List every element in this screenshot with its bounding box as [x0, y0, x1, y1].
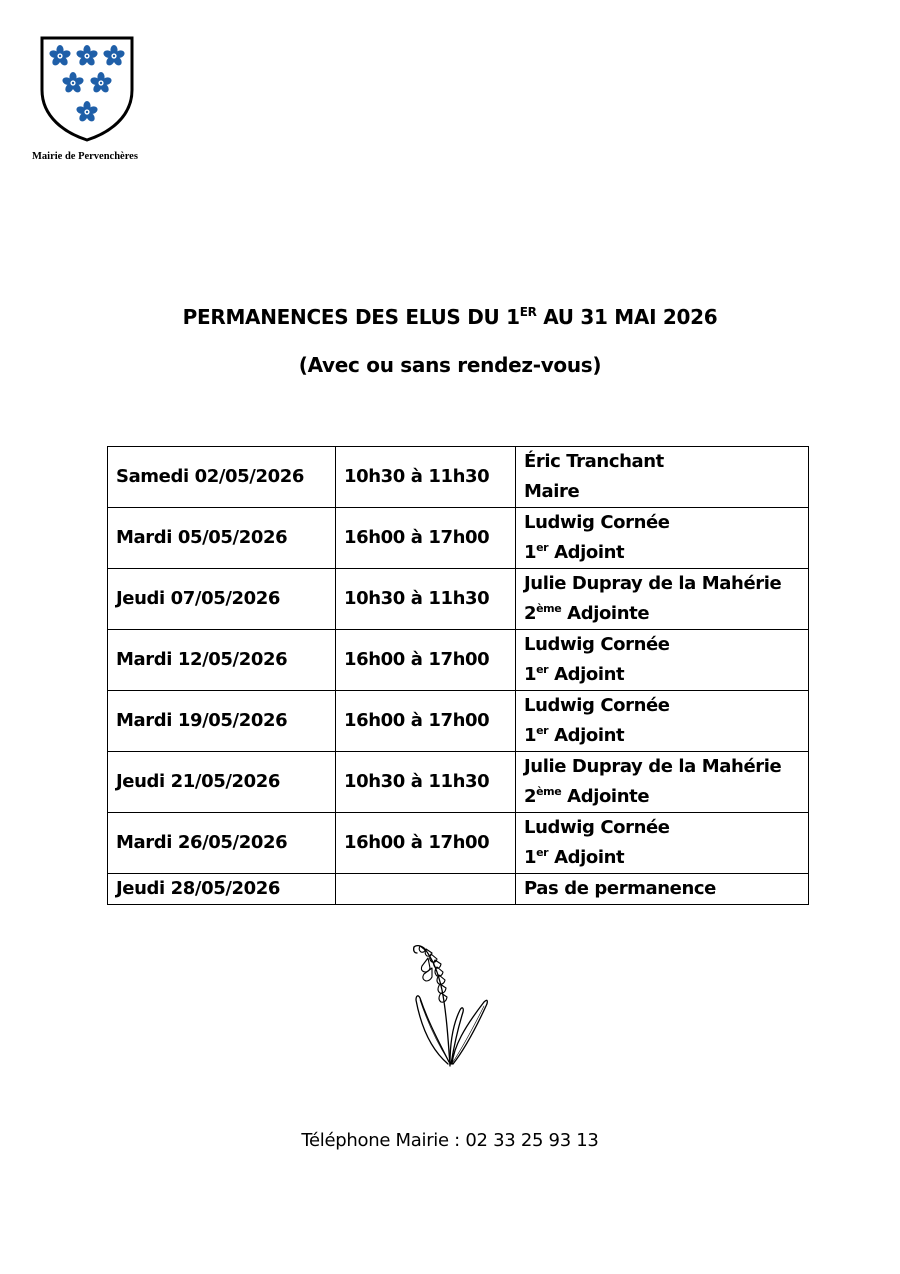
phone-number[interactable]: 02 33 25 93 13: [465, 1130, 599, 1151]
time-cell: 16h00 à 17h00: [336, 691, 516, 752]
role-title: Adjoint: [548, 664, 625, 685]
role-title: Maire: [524, 481, 580, 502]
role-number: 2: [524, 786, 537, 807]
date-cell: Mardi 19/05/2026: [108, 691, 336, 752]
person-name: Julie Dupray de la Mahérie: [524, 756, 782, 777]
date-cell: Mardi 12/05/2026: [108, 630, 336, 691]
role-superscript: ème: [536, 785, 562, 798]
person-cell: [516, 813, 809, 874]
date-cell: Mardi 26/05/2026: [108, 813, 336, 874]
person-role: [524, 843, 800, 873]
table-row: [108, 691, 809, 752]
time-cell: 16h00 à 17h00: [336, 630, 516, 691]
person-cell: [516, 752, 809, 813]
phone-label: Téléphone Mairie :: [301, 1130, 466, 1151]
person-cell: [516, 691, 809, 752]
role-title: Adjointe: [561, 786, 650, 807]
role-superscript: er: [536, 846, 549, 859]
time-cell: 10h30 à 11h30: [336, 569, 516, 630]
title-superscript: ER: [519, 305, 537, 319]
time-cell: [336, 874, 516, 905]
person-role: [524, 538, 800, 568]
mairie-caption: Mairie de Pervenchères: [32, 151, 138, 162]
table-row: [108, 630, 809, 691]
table-row: [108, 447, 809, 508]
schedule-table: [107, 446, 809, 905]
title-suffix: AU 31 MAI 2026: [536, 305, 718, 329]
note-cell: Pas de permanence: [516, 874, 809, 905]
role-superscript: er: [536, 541, 549, 554]
person-cell: [516, 508, 809, 569]
role-number: 2: [524, 603, 537, 624]
role-number: 1: [524, 542, 537, 563]
person-cell: [516, 630, 809, 691]
time-cell: 10h30 à 11h30: [336, 752, 516, 813]
time-cell: 16h00 à 17h00: [336, 508, 516, 569]
person-cell: [516, 569, 809, 630]
person-role: [524, 660, 800, 690]
page-subtitle: (Avec ou sans rendez-vous): [298, 353, 602, 377]
date-cell: Jeudi 07/05/2026: [108, 569, 336, 630]
person-name: Ludwig Cornée: [524, 695, 670, 716]
role-number: 1: [524, 664, 537, 685]
role-superscript: ème: [536, 602, 562, 615]
schedule-body: [108, 447, 809, 905]
role-superscript: er: [536, 724, 549, 737]
date-cell: Samedi 02/05/2026: [108, 447, 336, 508]
person-role: [524, 599, 800, 629]
date-cell: Jeudi 21/05/2026: [108, 752, 336, 813]
table-row: [108, 569, 809, 630]
role-number: 1: [524, 725, 537, 746]
person-role: [524, 782, 800, 812]
role-number: 1: [524, 847, 537, 868]
person-name: Ludwig Cornée: [524, 634, 670, 655]
table-row-no-permanence: [108, 874, 809, 905]
table-row: [108, 813, 809, 874]
lily-of-the-valley-icon: [408, 940, 492, 1068]
person-name: Ludwig Cornée: [524, 817, 670, 838]
person-role: [524, 721, 800, 751]
person-name: Julie Dupray de la Mahérie: [524, 573, 782, 594]
person-name: Ludwig Cornée: [524, 512, 670, 533]
person-cell: [516, 447, 809, 508]
role-superscript: er: [536, 663, 549, 676]
role-title: Adjointe: [561, 603, 650, 624]
role-title: Adjoint: [548, 725, 625, 746]
role-title: Adjoint: [548, 542, 625, 563]
time-cell: 16h00 à 17h00: [336, 813, 516, 874]
person-role: [524, 477, 800, 507]
person-name: Éric Tranchant: [524, 451, 664, 472]
time-cell: 10h30 à 11h30: [336, 447, 516, 508]
coat-of-arms-icon: [39, 35, 135, 143]
title-prefix: PERMANENCES DES ELUS DU 1: [182, 305, 520, 329]
phone-line: [0, 1130, 900, 1151]
date-cell: Jeudi 28/05/2026: [108, 874, 336, 905]
page-title: [0, 305, 900, 329]
table-row: [108, 508, 809, 569]
table-row: [108, 752, 809, 813]
role-title: Adjoint: [548, 847, 625, 868]
date-cell: Mardi 05/05/2026: [108, 508, 336, 569]
